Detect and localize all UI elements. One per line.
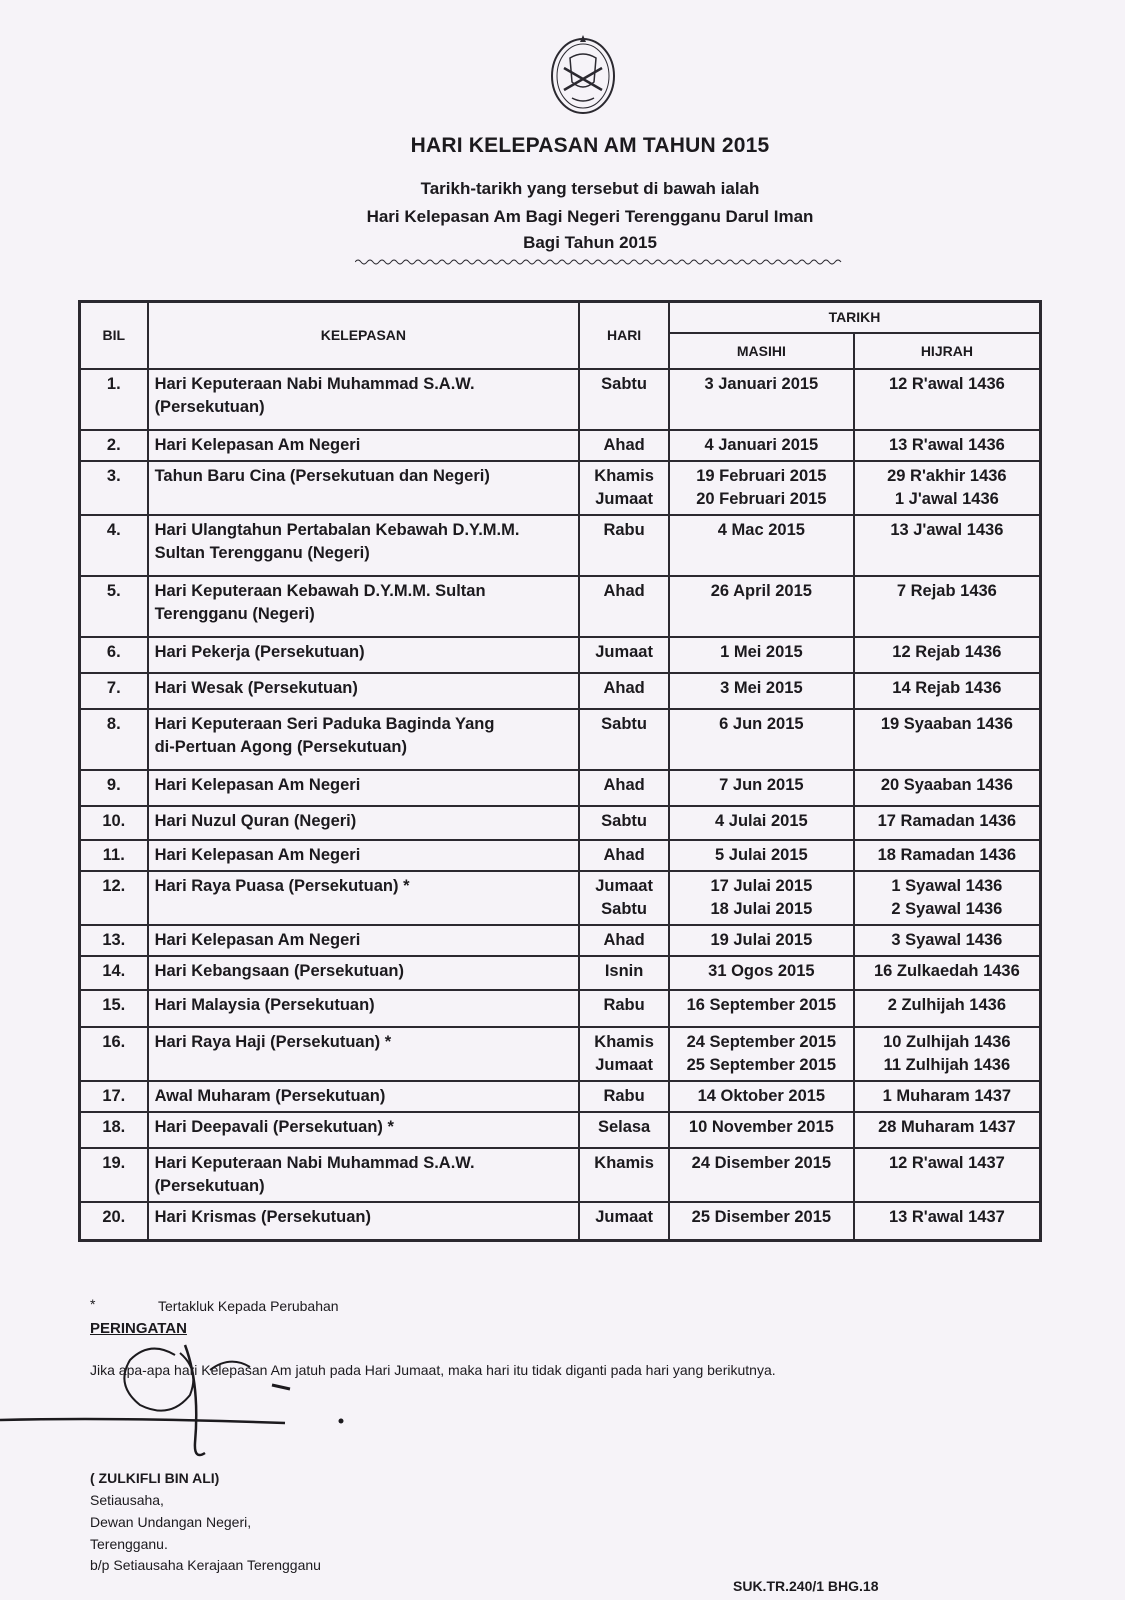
masihi-line: 20 Februari 2015: [696, 490, 827, 508]
hari-line: Ahad: [603, 582, 645, 600]
table-row: [80, 461, 1041, 515]
hijrah-line: 1 J'awal 1436: [894, 490, 999, 508]
hijrah-line: 12 R'awal 1437: [888, 1154, 1005, 1172]
hari-line: Jumaat: [595, 1208, 653, 1226]
hari-line: Sabtu: [601, 900, 647, 918]
state-crest-emblem: [548, 32, 618, 116]
kelepasan-line: Hari Kelepasan Am Negeri: [154, 846, 361, 864]
hijrah-line: 28 Muharam 1437: [878, 1118, 1016, 1136]
table-row: [80, 840, 1041, 871]
cell-bil: 16.: [80, 1027, 148, 1081]
cell-hari: [579, 956, 669, 990]
cell-hijrah: [854, 709, 1041, 770]
cell-masihi: [669, 1112, 854, 1148]
cell-masihi: [669, 956, 854, 990]
table-row: [80, 770, 1041, 806]
hari-line: Selasa: [597, 1118, 651, 1136]
peringatan-text: Jika apa-apa hari Kelepasan Am jatuh pada Hari Jumaat, maka hari itu tidak diganti pada hari yang berikutnya.: [90, 1362, 776, 1378]
hari-line: Sabtu: [601, 812, 647, 830]
kelepasan-line: Awal Muharam (Persekutuan): [154, 1087, 386, 1105]
masihi-line: 3 Mei 2015: [720, 679, 803, 697]
cell-hijrah: [854, 1081, 1041, 1112]
table-row: [80, 1202, 1041, 1240]
cell-bil: 7.: [80, 673, 148, 709]
signatory-org-line-3: b/p Setiausaha Kerajaan Terengganu: [90, 1557, 321, 1573]
signatory-name: ( ZULKIFLI BIN ALI): [90, 1470, 220, 1486]
hijrah-line: 3 Syawal 1436: [891, 931, 1003, 949]
cell-kelepasan: [148, 576, 580, 637]
kelepasan-line: Hari Pekerja (Persekutuan): [154, 643, 365, 661]
cell-kelepasan: [148, 673, 580, 709]
cell-hari: [579, 430, 669, 461]
cell-masihi: [669, 925, 854, 956]
hijrah-line: 17 Ramadan 1436: [877, 812, 1017, 830]
cell-hijrah: [854, 1148, 1041, 1202]
cell-hari: [579, 637, 669, 673]
cell-kelepasan: [148, 709, 580, 770]
cell-masihi: [669, 1148, 854, 1202]
cell-hari: [579, 990, 669, 1027]
peringatan-heading: PERINGATAN: [90, 1320, 187, 1337]
hari-line: Rabu: [603, 996, 645, 1014]
table-row: [80, 806, 1041, 840]
cell-bil: 11.: [80, 840, 148, 871]
hari-line: Ahad: [603, 436, 645, 454]
cell-hari: [579, 1148, 669, 1202]
cell-hijrah: [854, 770, 1041, 806]
cell-kelepasan: [148, 1112, 580, 1148]
cell-hijrah: [854, 871, 1041, 925]
kelepasan-line: Hari Kelepasan Am Negeri: [154, 776, 361, 794]
cell-hijrah: [854, 461, 1041, 515]
cell-hijrah: [854, 990, 1041, 1027]
hijrah-line: 13 J'awal 1436: [890, 521, 1004, 539]
cell-hari: [579, 709, 669, 770]
header-tarikh: TARIKH: [669, 302, 1041, 334]
document-subtitle-line-3: Bagi Tahun 2015: [523, 233, 657, 252]
hijrah-line: 12 R'awal 1436: [888, 375, 1005, 393]
cell-kelepasan: [148, 369, 580, 430]
cell-kelepasan: [148, 461, 580, 515]
cell-hari: [579, 840, 669, 871]
kelepasan-line: Hari Ulangtahun Pertabalan Kebawah D.Y.M.M.: [154, 521, 520, 539]
cell-masihi: [669, 806, 854, 840]
kelepasan-line: Hari Keputeraan Seri Paduka Baginda Yang: [154, 715, 495, 733]
cell-masihi: [669, 430, 854, 461]
cell-masihi: [669, 709, 854, 770]
masihi-line: 26 April 2015: [710, 582, 812, 600]
table-row: [80, 925, 1041, 956]
table-row: [80, 576, 1041, 637]
kelepasan-line: (Persekutuan): [154, 1177, 265, 1195]
signatory-org-line-2: Terengganu.: [90, 1536, 168, 1552]
masihi-line: 4 Mac 2015: [717, 521, 805, 539]
hijrah-line: 12 Rejab 1436: [892, 643, 1002, 661]
document-title: HARI KELEPASAN AM TAHUN 2015: [410, 134, 770, 157]
masihi-line: 4 Januari 2015: [704, 436, 819, 454]
cell-kelepasan: [148, 956, 580, 990]
table-row: [80, 1081, 1041, 1112]
kelepasan-line: Hari Keputeraan Nabi Muhammad S.A.W.: [154, 1154, 475, 1172]
hijrah-line: 11 Zulhijah 1436: [883, 1056, 1011, 1074]
masihi-line: 16 September 2015: [686, 996, 837, 1014]
cell-kelepasan: [148, 806, 580, 840]
kelepasan-line: Hari Nuzul Quran (Negeri): [154, 812, 357, 830]
cell-bil: 8.: [80, 709, 148, 770]
document-subtitle-line-1: Tarikh-tarikh yang tersebut di bawah ialah: [420, 179, 760, 198]
table-row: [80, 1112, 1041, 1148]
kelepasan-line: Tahun Baru Cina (Persekutuan dan Negeri): [154, 467, 490, 485]
header-hari: HARI: [579, 302, 669, 370]
cell-bil: 12.: [80, 871, 148, 925]
table-row: [80, 956, 1041, 990]
table-row: [80, 990, 1041, 1027]
cell-bil: 2.: [80, 430, 148, 461]
kelepasan-line: Hari Keputeraan Nabi Muhammad S.A.W.: [154, 375, 475, 393]
masihi-line: 1 Mei 2015: [720, 643, 803, 661]
masihi-line: 25 September 2015: [686, 1056, 837, 1074]
hijrah-line: 29 R'akhir 1436: [887, 467, 1007, 485]
hari-line: Ahad: [603, 931, 645, 949]
kelepasan-line: Sultan Terengganu (Negeri): [154, 544, 370, 562]
cell-masihi: [669, 673, 854, 709]
hijrah-line: 2 Syawal 1436: [891, 900, 1003, 918]
cell-hijrah: [854, 673, 1041, 709]
hijrah-line: 7 Rejab 1436: [896, 582, 997, 600]
kelepasan-line: Hari Kelepasan Am Negeri: [154, 436, 361, 454]
cell-masihi: [669, 369, 854, 430]
cell-kelepasan: [148, 871, 580, 925]
kelepasan-line: Hari Kebangsaan (Persekutuan): [154, 962, 404, 980]
hari-line: Jumaat: [595, 490, 653, 508]
cell-kelepasan: [148, 1148, 580, 1202]
hijrah-line: 16 Zulkaedah 1436: [873, 962, 1020, 980]
cell-hijrah: [854, 637, 1041, 673]
footnote-text: Tertakluk Kepada Perubahan: [158, 1298, 339, 1314]
cell-hijrah: [854, 806, 1041, 840]
header-kelepasan: KELEPASAN: [148, 302, 580, 370]
footnote-symbol: *: [90, 1296, 96, 1312]
hari-line: Sabtu: [601, 375, 647, 393]
hari-line: Jumaat: [595, 877, 653, 895]
table-row: [80, 709, 1041, 770]
cell-hijrah: [854, 956, 1041, 990]
cell-bil: 18.: [80, 1112, 148, 1148]
table-row: [80, 1148, 1041, 1202]
signatory-title: Setiausaha,: [90, 1492, 164, 1508]
kelepasan-line: Hari Wesak (Persekutuan): [154, 679, 358, 697]
kelepasan-line: (Persekutuan): [154, 398, 265, 416]
masihi-line: 14 Oktober 2015: [697, 1087, 826, 1105]
cell-masihi: [669, 1081, 854, 1112]
masihi-line: 5 Julai 2015: [715, 846, 808, 864]
cell-hari: [579, 1202, 669, 1240]
cell-hari: [579, 871, 669, 925]
hijrah-line: 20 Syaaban 1436: [880, 776, 1013, 794]
cell-bil: 17.: [80, 1081, 148, 1112]
cell-hijrah: [854, 515, 1041, 576]
cell-hari: [579, 1112, 669, 1148]
hari-line: Jumaat: [595, 643, 653, 661]
cell-bil: 19.: [80, 1148, 148, 1202]
cell-hijrah: [854, 430, 1041, 461]
hijrah-line: 1 Muharam 1437: [882, 1087, 1012, 1105]
cell-bil: 6.: [80, 637, 148, 673]
kelepasan-line: Hari Keputeraan Kebawah D.Y.M.M. Sultan: [154, 582, 486, 600]
kelepasan-line: Hari Malaysia (Persekutuan): [154, 996, 375, 1014]
hari-line: Khamis: [594, 467, 654, 485]
table-row: [80, 673, 1041, 709]
cell-bil: 15.: [80, 990, 148, 1027]
header-hijrah: HIJRAH: [854, 333, 1041, 369]
cell-hijrah: [854, 925, 1041, 956]
header-bil: BIL: [80, 302, 148, 370]
cell-kelepasan: [148, 1081, 580, 1112]
decorative-tilde-line: [355, 258, 845, 266]
hari-line: Jumaat: [595, 1056, 653, 1074]
hijrah-line: 2 Zulhijah 1436: [887, 996, 1007, 1014]
masihi-line: 3 Januari 2015: [704, 375, 819, 393]
header-masihi: MASIHI: [669, 333, 854, 369]
hari-line: Ahad: [603, 846, 645, 864]
cell-kelepasan: [148, 515, 580, 576]
holiday-table: [78, 300, 1042, 1242]
kelepasan-line: di-Pertuan Agong (Persekutuan): [154, 738, 407, 756]
cell-masihi: [669, 1027, 854, 1081]
cell-bil: 9.: [80, 770, 148, 806]
cell-bil: 3.: [80, 461, 148, 515]
hijrah-line: 13 R'awal 1437: [888, 1208, 1005, 1226]
hari-line: Rabu: [603, 1087, 645, 1105]
masihi-line: 25 Disember 2015: [691, 1208, 832, 1226]
hari-line: Ahad: [603, 776, 645, 794]
reference-number: SUK.TR.240/1 BHG.18: [733, 1578, 879, 1594]
masihi-line: 24 September 2015: [686, 1033, 837, 1051]
masihi-line: 4 Julai 2015: [715, 812, 808, 830]
cell-masihi: [669, 576, 854, 637]
hari-line: Khamis: [594, 1033, 654, 1051]
cell-hijrah: [854, 1202, 1041, 1240]
hijrah-line: 10 Zulhijah 1436: [883, 1033, 1011, 1051]
cell-hari: [579, 673, 669, 709]
cell-hari: [579, 515, 669, 576]
hijrah-line: 19 Syaaban 1436: [880, 715, 1013, 733]
cell-kelepasan: [148, 637, 580, 673]
kelepasan-line: Hari Kelepasan Am Negeri: [154, 931, 361, 949]
cell-masihi: [669, 461, 854, 515]
signatory-org-line-1: Dewan Undangan Negeri,: [90, 1514, 252, 1530]
cell-bil: 10.: [80, 806, 148, 840]
cell-kelepasan: [148, 840, 580, 871]
cell-kelepasan: [148, 1202, 580, 1240]
cell-hijrah: [854, 1112, 1041, 1148]
masihi-line: 7 Jun 2015: [719, 776, 804, 794]
hari-line: Sabtu: [601, 715, 647, 733]
table-row: [80, 871, 1041, 925]
masihi-line: 19 Julai 2015: [710, 931, 813, 949]
hari-line: Rabu: [603, 521, 645, 539]
masihi-line: 31 Ogos 2015: [708, 962, 815, 980]
masihi-line: 18 Julai 2015: [710, 900, 813, 918]
cell-bil: 13.: [80, 925, 148, 956]
kelepasan-line: Terengganu (Negeri): [154, 605, 315, 623]
cell-bil: 1.: [80, 369, 148, 430]
kelepasan-line: Hari Raya Haji (Persekutuan) *: [154, 1033, 392, 1051]
masihi-line: 6 Jun 2015: [719, 715, 804, 733]
kelepasan-line: Hari Deepavali (Persekutuan) *: [154, 1118, 394, 1136]
cell-hari: [579, 925, 669, 956]
masihi-line: 24 Disember 2015: [691, 1154, 832, 1172]
masihi-line: 19 Februari 2015: [696, 467, 827, 485]
table-row: [80, 430, 1041, 461]
cell-hijrah: [854, 1027, 1041, 1081]
table-row: [80, 637, 1041, 673]
kelepasan-line: Hari Krismas (Persekutuan): [154, 1208, 371, 1226]
cell-hijrah: [854, 840, 1041, 871]
cell-hari: [579, 369, 669, 430]
cell-hijrah: [854, 369, 1041, 430]
hari-line: Ahad: [603, 679, 645, 697]
cell-kelepasan: [148, 925, 580, 956]
kelepasan-line: Hari Raya Puasa (Persekutuan) *: [154, 877, 410, 895]
hijrah-line: 1 Syawal 1436: [891, 877, 1003, 895]
cell-hari: [579, 770, 669, 806]
cell-hari: [579, 1027, 669, 1081]
cell-masihi: [669, 840, 854, 871]
cell-masihi: [669, 770, 854, 806]
hijrah-line: 13 R'awal 1436: [888, 436, 1005, 454]
cell-bil: 14.: [80, 956, 148, 990]
hijrah-line: 14 Rejab 1436: [892, 679, 1002, 697]
cell-hari: [579, 576, 669, 637]
table-row: [80, 369, 1041, 430]
cell-masihi: [669, 871, 854, 925]
cell-kelepasan: [148, 770, 580, 806]
cell-bil: 5.: [80, 576, 148, 637]
hari-line: Khamis: [594, 1154, 654, 1172]
cell-kelepasan: [148, 430, 580, 461]
cell-bil: 20.: [80, 1202, 148, 1240]
cell-masihi: [669, 1202, 854, 1240]
cell-hijrah: [854, 576, 1041, 637]
hijrah-line: 18 Ramadan 1436: [877, 846, 1017, 864]
handwritten-signature: [0, 1325, 360, 1465]
document-subtitle-line-2: Hari Kelepasan Am Bagi Negeri Terengganu Darul Iman: [366, 207, 814, 226]
cell-kelepasan: [148, 990, 580, 1027]
cell-masihi: [669, 515, 854, 576]
cell-hari: [579, 806, 669, 840]
cell-hari: [579, 461, 669, 515]
cell-bil: 4.: [80, 515, 148, 576]
cell-kelepasan: [148, 1027, 580, 1081]
hari-line: Isnin: [604, 962, 644, 980]
cell-hari: [579, 1081, 669, 1112]
table-row: [80, 515, 1041, 576]
table-row: [80, 1027, 1041, 1081]
masihi-line: 17 Julai 2015: [710, 877, 813, 895]
cell-masihi: [669, 637, 854, 673]
masihi-line: 10 November 2015: [688, 1118, 834, 1136]
cell-masihi: [669, 990, 854, 1027]
